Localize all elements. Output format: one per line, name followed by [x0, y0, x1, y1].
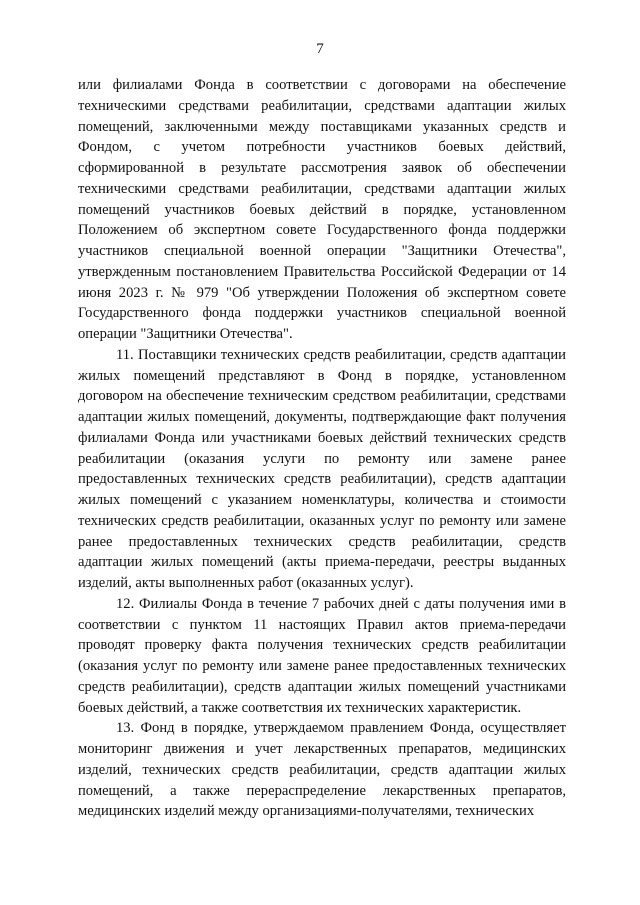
document-body	[78, 75, 566, 822]
paragraph-item-11: 11. Поставщики технических средств реабилитации, средств адаптации жилых помещений представляют в Фонд в порядке, установленном договором на обеспечение техническим средством реабилитации, средствами адаптации жилых помещений, документы, подтверждающие факт получения филиалами Фонда или участниками боевых действий технических средств реабилитации (оказания услуги по ремонту или замене ранее предоставленных технических средств реабилитации), средств адаптации жилых помещений с указанием номенклатуры, количества и стоимости технических средств реабилитации, оказанных услуг по ремонту или замене ранее предоставленных технических средств реабилитации, средств адаптации жилых помещений (акты приема-передачи, реестры выданных изделий, акты выполненных работ (оказанных услуг).	[78, 346, 566, 591]
page-number: 7	[316, 41, 324, 57]
paragraph-item-13: 13. Фонд в порядке, утверждаемом правлением Фонда, осуществляет мониторинг движения и учет лекарственных препаратов, медицинских изделий, технических средств реабилитации, средств адаптации жилых помещений, а также перераспределение лекарственных препаратов, медицинских изделий между организациями-получателями, технических	[78, 720, 566, 820]
paragraph-continuation: или филиалами Фонда в соответствии с договорами на обеспечение техническими средствами реабилитации, средствами адаптации жилых помещений, заключенными между поставщиками указанных средств и Фондом, с учетом потребности участников боевых действий, сформированной в результате рассмотрения заявок об обеспечении техническими средствами реабилитации, средствами адаптации жилых помещений участников боевых действий в порядке, установленном Положением об экспертном совете Государственного фонда поддержки участников специальной военной операции "Защитники Отечества", утвержденным постановлением Правительства Российской Федерации от 14 июня 2023 г. № 979 "Об утверждении Положения об экспертном совете Государственного фонда поддержки участников специальной военной операции "Защитники Отечества".	[78, 77, 566, 342]
paragraph-item-12: 12. Филиалы Фонда в течение 7 рабочих дней с даты получения ими в соответствии с пунктом 11 настоящих Правил актов приема-передачи проводят проверку факта получения технических средств реабилитации (оказания услуг по ремонту или замене ранее предоставленных технических средств реабилитации), средств адаптации жилых помещений участниками боевых действий, а также соответствия их технических характеристик.	[78, 595, 566, 716]
